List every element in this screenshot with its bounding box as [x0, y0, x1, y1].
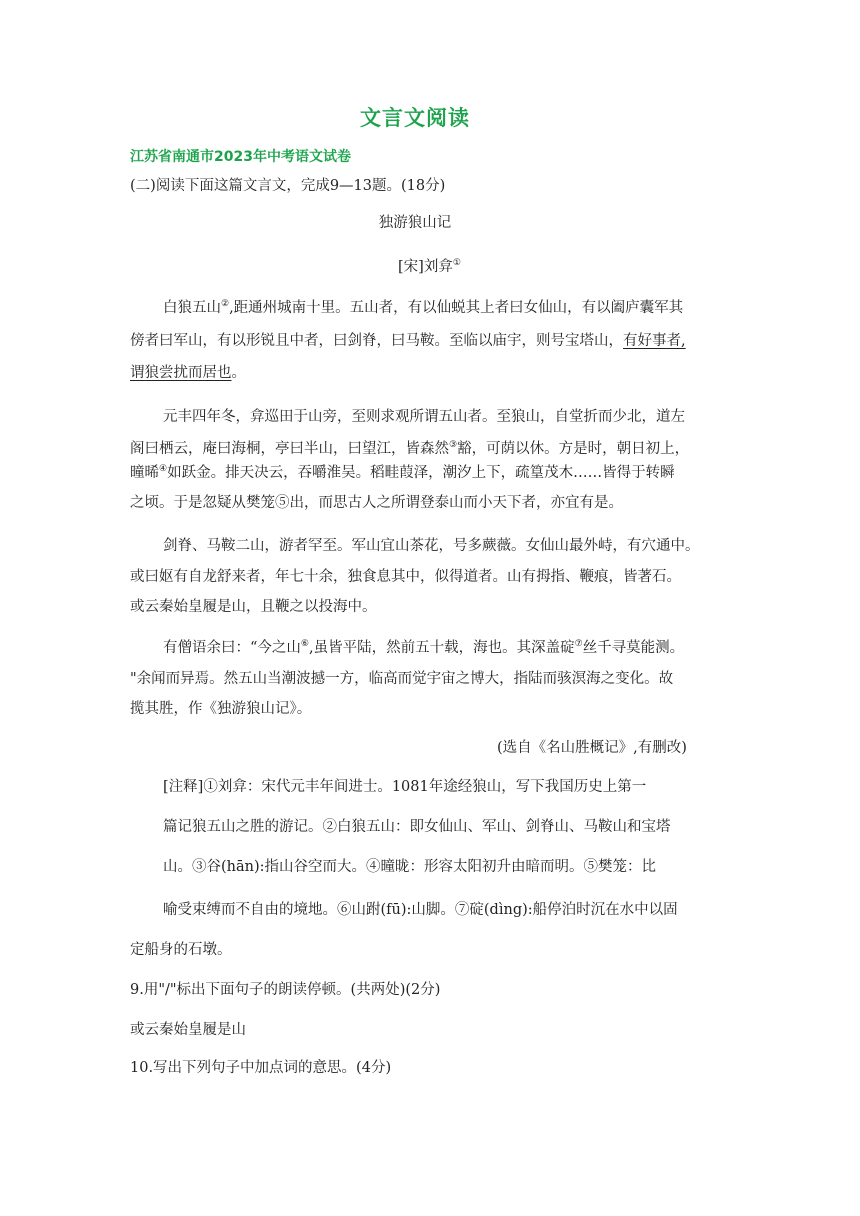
section-instruction: (二)阅读下面这篇文言文，完成9—13题。(18分): [130, 178, 446, 194]
paragraph-2-line-4: 之顷。于是忽疑从樊笼⑤出，而思古人之所谓登泰山而小天下者，亦宜有是。: [130, 495, 623, 511]
paragraph-2-line-2: 阁曰栖云，庵曰海桐，亭曰半山，曰望江，皆森然③豁，可荫以休。方是时，朝日初上，: [130, 440, 690, 457]
paragraph-2-line-1: 元丰四年冬，弇巡田于山旁，至则求观所谓五山者。至狼山，自堂折而少北，道左: [163, 409, 685, 425]
notes-line-1: [注释]①刘弇：宋代元丰年间进士。1081年途经狼山，写下我国历史上第一: [163, 779, 647, 795]
paragraph-4-line-2: "余闻而异焉。然五山当潮波撼一方，临高而觉宇宙之博大，指陆而骇溟海之变化。故: [130, 671, 674, 687]
paragraph-1-line-2: 傍者曰军山，有以形锐且中者，曰剑脊，曰马鞍。至临以庙宇，则号宝塔山，有好事者,: [130, 333, 686, 349]
paragraph-1-line-3: 谓狼尝扰而居也。: [130, 365, 246, 381]
page-title: 文言文阅读: [360, 106, 470, 130]
paragraph-3-line-1: 剑脊、马鞍二山，游者罕至。军山宜山茶花，号多蕨薇。女仙山最外峙，有穴通中。: [163, 538, 700, 554]
question-10: 10.写出下列句子中加点词的意思。(4分): [130, 1060, 392, 1076]
underlined-sentence: 谓狼尝扰而居也: [130, 365, 232, 381]
passage-author: [宋]刘弇①: [398, 258, 461, 275]
passage-citation: (选自《名山胜概记》,有删改): [497, 740, 687, 756]
notes-line-3: 山。③谷(hān):指山谷空而大。④曈昽：形容太阳初升由暗而明。⑤樊笼：比: [163, 859, 657, 875]
paragraph-4-line-1: 有僧语余曰：“今之山⑥,虽皆平陆，然前五十载，海也。其深盖碇⑦丝千寻莫能测。: [163, 639, 685, 656]
notes-line-5: 定船身的石墩。: [130, 942, 232, 958]
paragraph-3-line-2: 或曰妪有自龙舒来者，年七十余，独食息其中，似得道者。山有拇指、鞭痕，皆著石。: [130, 569, 681, 585]
notes-line-2: 篇记狼五山之胜的游记。②白狼五山：即女仙山、军山、剑脊山、马鞍山和宝塔: [163, 819, 671, 835]
paragraph-4-line-3: 揽其胜，作《独游狼山记》。: [130, 701, 312, 717]
passage-title: 独游狼山记: [378, 215, 452, 231]
underlined-sentence: 有好事者,: [623, 333, 686, 349]
question-9-sentence: 或云秦始皇履是山: [130, 1022, 246, 1038]
paragraph-2-line-3: 曈晞④如跃金。排天决云，吞嚼淮吴。稻畦葭泽，潮汐上下，疏篁茂木……皆得于转瞬: [130, 464, 675, 481]
paragraph-3-line-3: 或云秦始皇履是山，且鞭之以投海中。: [130, 599, 377, 615]
exam-source: 江苏省南通市2023年中考语文试卷: [130, 149, 351, 165]
notes-line-4: 喻受束缚而不自由的境地。⑥山跗(fū):山脚。⑦碇(dìng):船停泊时沉在水中以固: [163, 902, 678, 918]
question-9: 9.用"/"标出下面句子的朗读停顿。(共两处)(2分): [130, 982, 441, 998]
paragraph-1-line-1: 白狼五山②,距通州城南十里。五山者，有以仙蜕其上者曰女仙山，有以阖庐囊军其: [163, 299, 684, 316]
